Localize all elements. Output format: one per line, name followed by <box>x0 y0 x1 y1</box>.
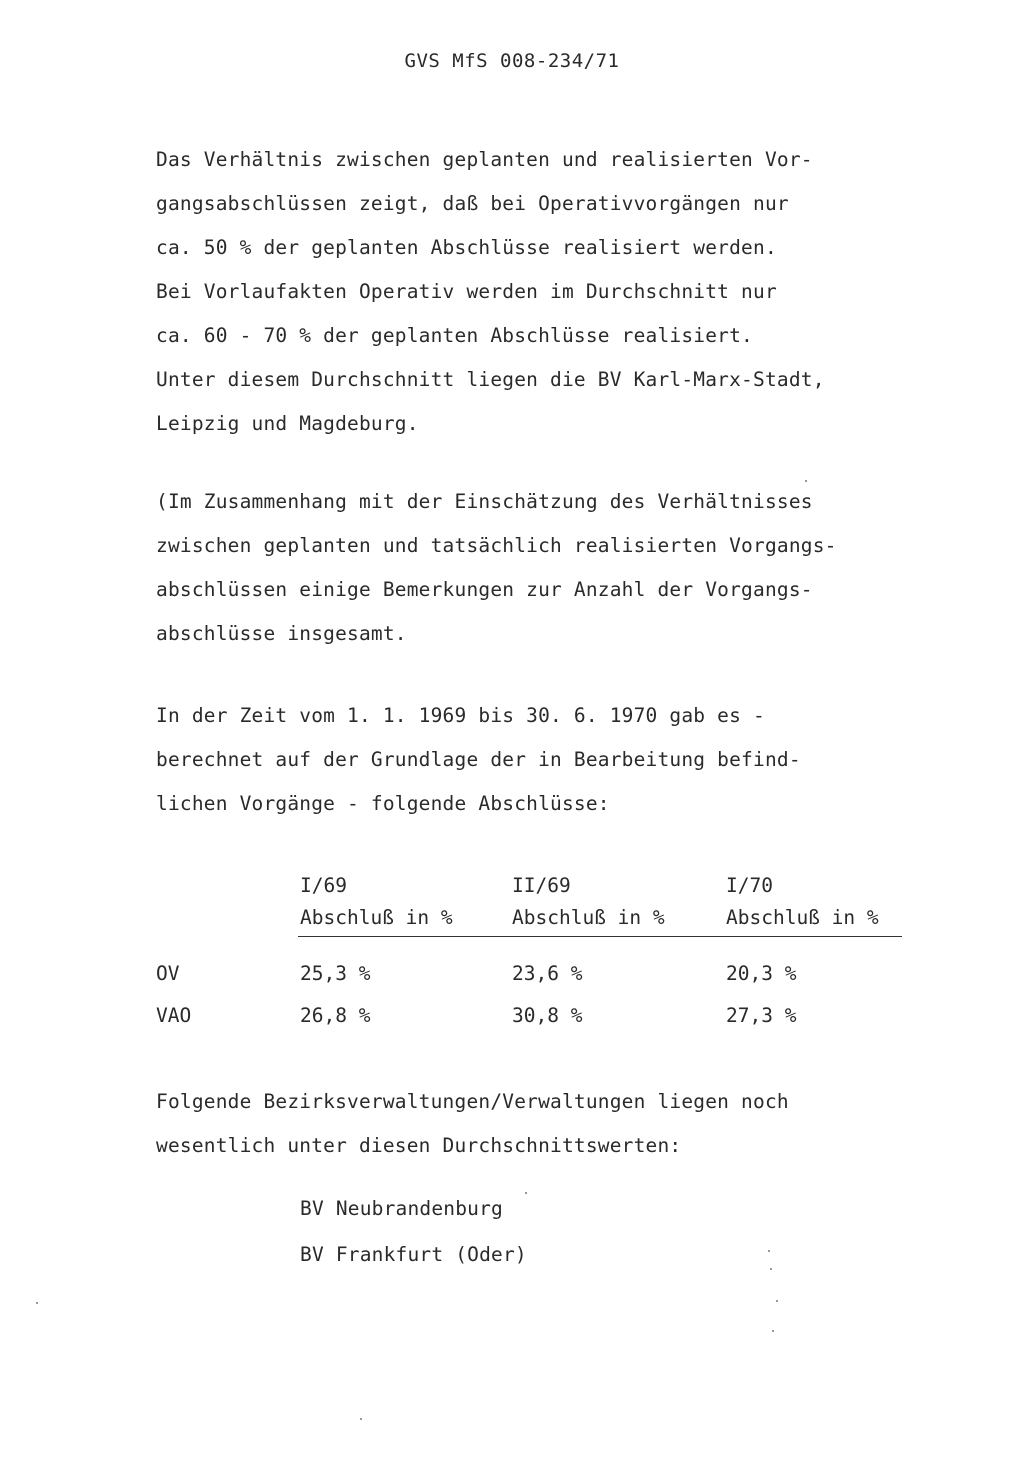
scan-speck <box>360 1418 362 1420</box>
text-line: Folgende Bezirksverwaltungen/Verwaltungen liegen noch <box>156 1090 789 1113</box>
text-line: (Im Zusammenhang mit der Einschätzung des Verhältnisses <box>156 490 813 513</box>
text-line: Das Verhältnis zwischen geplanten und realisierten Vor- <box>156 148 813 171</box>
district-list <box>300 1186 527 1278</box>
text-line: ca. 60 - 70 % der geplanten Abschlüsse realisiert. <box>156 324 753 347</box>
scan-speck <box>525 1192 527 1194</box>
document-reference: GVS MfS 008-234/71 <box>404 50 620 72</box>
text-line: gangsabschlüssen zeigt, daß bei Operativvorgängen nur <box>156 192 789 215</box>
scan-speck <box>805 480 807 482</box>
scan-speck <box>770 1268 772 1270</box>
column-header-period: I/69 <box>300 874 347 897</box>
column-header-period: I/70 <box>726 874 773 897</box>
column-subheader: Abschluß in % <box>726 906 879 929</box>
row-label: OV <box>156 962 180 985</box>
list-item: BV Neubrandenburg <box>300 1197 503 1220</box>
paragraph-remarks <box>156 480 916 656</box>
list-item: BV Frankfurt (Oder) <box>300 1243 527 1266</box>
text-line: Unter diesem Durchschnitt liegen die BV Karl-Marx-Stadt, <box>156 368 825 391</box>
table-cell: 20,3 % <box>726 962 797 985</box>
table-cell: 30,8 % <box>512 1004 583 1027</box>
column-subheader: Abschluß in % <box>300 906 453 929</box>
scan-speck <box>36 1302 38 1304</box>
text-line: berechnet auf der Grundlage der in Bearbeitung befind- <box>156 748 801 771</box>
paragraph-below-average <box>156 1080 916 1168</box>
column-header-period: II/69 <box>512 874 571 897</box>
table-cell: 27,3 % <box>726 1004 797 1027</box>
scan-speck <box>772 1330 774 1332</box>
table-cell: 26,8 % <box>300 1004 371 1027</box>
text-line: ca. 50 % der geplanten Abschlüsse realisiert werden. <box>156 236 777 259</box>
text-line: In der Zeit vom 1. 1. 1969 bis 30. 6. 1970 gab es - <box>156 704 765 727</box>
text-line: Bei Vorlaufakten Operativ werden im Durchschnitt nur <box>156 280 777 303</box>
scan-speck <box>768 1250 770 1252</box>
table-cell: 23,6 % <box>512 962 583 985</box>
column-subheader: Abschluß in % <box>512 906 665 929</box>
text-line: abschlüsse insgesamt. <box>156 622 407 645</box>
text-line: Leipzig und Magdeburg. <box>156 412 419 435</box>
paragraph-plan-realization <box>156 138 916 446</box>
text-line: abschlüssen einige Bemerkungen zur Anzahl der Vorgangs- <box>156 578 813 601</box>
paragraph-period <box>156 694 916 826</box>
completion-rate-table <box>156 868 916 1028</box>
header-underline <box>298 936 902 937</box>
scan-speck <box>776 1300 778 1302</box>
text-line: wesentlich unter diesen Durchschnittswerten: <box>156 1134 682 1157</box>
text-line: zwischen geplanten und tatsächlich realisierten Vorgangs- <box>156 534 837 557</box>
text-line: lichen Vorgänge - folgende Abschlüsse: <box>156 792 610 815</box>
row-label: VAO <box>156 1004 192 1027</box>
table-cell: 25,3 % <box>300 962 371 985</box>
